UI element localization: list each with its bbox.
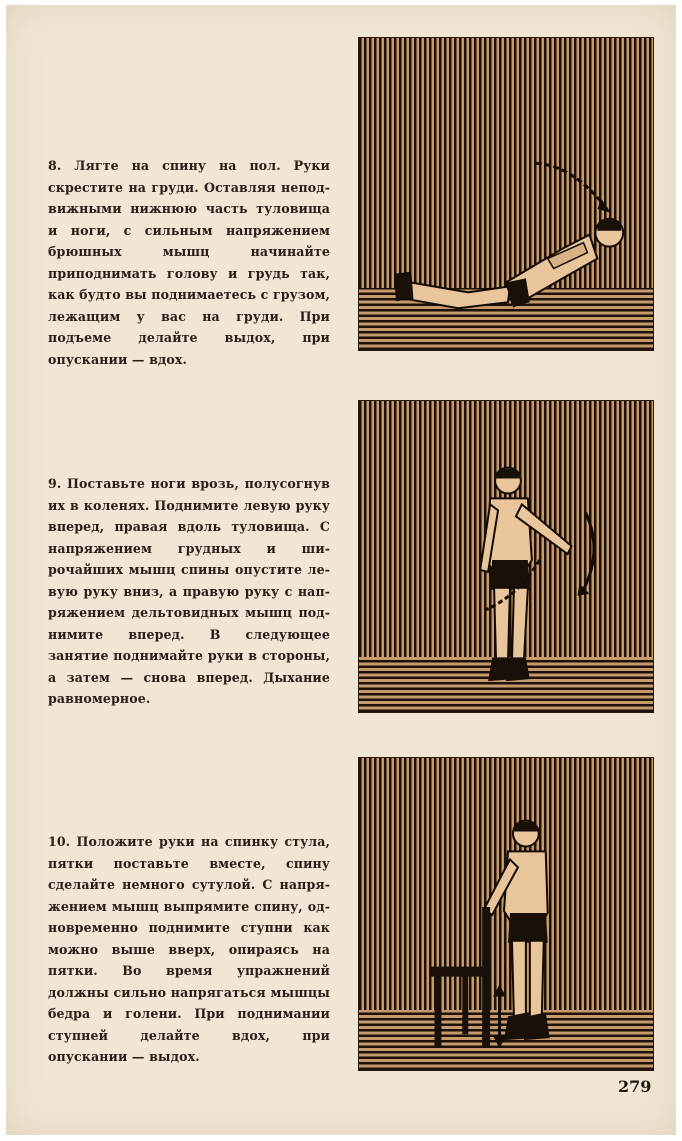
exercise-9-illustration (358, 400, 654, 713)
page-number: 279 (618, 1077, 652, 1096)
standing-man-figure (359, 401, 653, 712)
exercise-10-illustration (358, 757, 654, 1071)
man-with-chair-figure (359, 758, 653, 1070)
exercise-9-text: 9. Поставьте ноги врозь, полусогнув их в коленях. Поднимите левую руку вперед, правая вдоль туловища. С напряжением грудных и широчайших мышц спины опустите левую руку вниз, а правую руку с напряжением дельтовидных мышц поднимите вперед. В следующее занятие поднимайте руки в стороны, а затем — снова вперед. Дыхание равномерное. (48, 476, 330, 706)
exercise-8-illustration (358, 37, 654, 351)
lying-man-figure (359, 38, 653, 350)
exercise-8-text: 8. Лягте на спину на пол. Руки скрестите на груди. Оставляя неподвижными нижнюю часть туловища и ноги, с сильным напряжением брюшных мышц начинайте приподнимать голову и грудь так, как будто вы поднимаетесь с грузом, лежащим у вас на груди. При подъеме делайте выдох, при опускании — вдох. (48, 158, 330, 367)
book-page (6, 5, 676, 1135)
exercise-10-text: 10. Положите руки на спинку стула, пятки поставьте вместе, спину сделайте немного сутулой. С напряжением мышц выпрямите спину, одновременно поднимите ступни как можно выше вверх, опираясь на пятки. Во время упражнений должны сильно напрягаться мышцы бедра и голени. При поднимании ступней делайте вдох, при опускании — выдох. (48, 834, 330, 1064)
